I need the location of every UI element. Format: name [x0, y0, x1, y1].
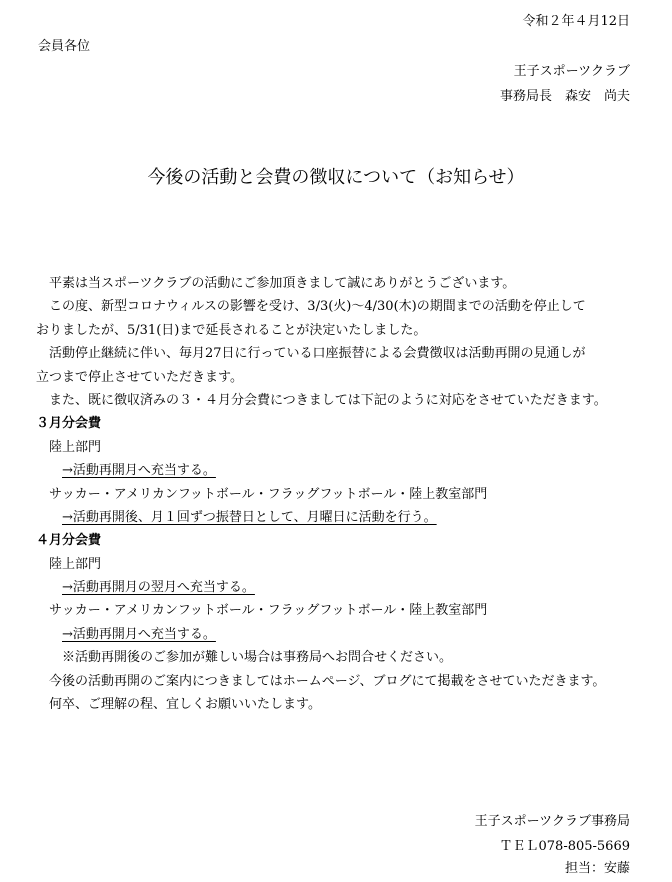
footer-office: 王子スポーツクラブ事務局: [474, 814, 630, 829]
april-athletics-detail: →活動再開月の翌月へ充当する。: [62, 580, 255, 596]
sender-organization: 王子スポーツクラブ: [513, 64, 630, 79]
march-fee-heading: ３月分会費: [36, 416, 102, 432]
paragraph-fee-line2: 立つまで停止させていただきます。: [36, 369, 243, 385]
march-other-divisions-detail: →活動再開後、月１回ずつ振替日として、月曜日に活動を行う。: [62, 509, 437, 525]
april-fee-heading: ４月分会費: [36, 533, 102, 549]
april-athletics-label: 陸上部門: [49, 556, 102, 572]
paragraph-suspension-line1: この度、新型コロナウィルスの影響を受け、3/3(火)～4/30(木)の期間までの活動を停止して: [49, 299, 586, 315]
footer-telephone: ＴＥＬ078-805-5669: [499, 839, 630, 854]
march-other-divisions-label: サッカー・アメリカンフットボール・フラッグフットボール・陸上教室部門: [49, 486, 488, 502]
april-other-divisions-detail: →活動再開月へ充当する。: [62, 626, 216, 642]
paragraph-greeting: 平素は当スポーツクラブの活動にご参加頂きまして誠にありがとうございます。: [49, 276, 516, 291]
contact-note: ※活動再開後のご参加が難しい場合は事務局へお問合せください。: [62, 650, 453, 666]
paragraph-closing: 何卒、ご理解の程、宜しくお願いいたします。: [49, 697, 321, 713]
paragraph-announcements: 今後の活動再開のご案内につきましてはホームページ、ブログにて掲載をさせていただきます。: [49, 673, 606, 689]
paragraph-fee-line1: 活動停止継続に伴い、毎月27日に行っている口座振替による会費徴収は活動再開の見通しが: [49, 346, 586, 362]
march-athletics-detail: →活動再開月へ充当する。: [62, 463, 216, 479]
document-date: 令和２年４月12日: [522, 14, 630, 29]
paragraph-suspension-line2: おりましたが、5/31(日)まで延長されることが決定いたしました。: [36, 322, 427, 338]
footer-contact-person: 担当：安藤: [564, 861, 630, 876]
paragraph-collected-fees: また、既に徴収済みの３・４月分会費につきましては下記のように対応をさせていただきます。: [49, 392, 607, 408]
april-other-divisions-label: サッカー・アメリカンフットボール・フラッグフットボール・陸上教室部門: [49, 603, 488, 619]
recipient: 会員各位: [38, 39, 91, 54]
march-athletics-label: 陸上部門: [49, 439, 102, 455]
document-title: 今後の活動と会費の徴収について（お知らせ）: [147, 167, 525, 188]
document-body: [36, 272, 636, 716]
sender-name: 事務局長 森安 尚夫: [499, 89, 630, 104]
